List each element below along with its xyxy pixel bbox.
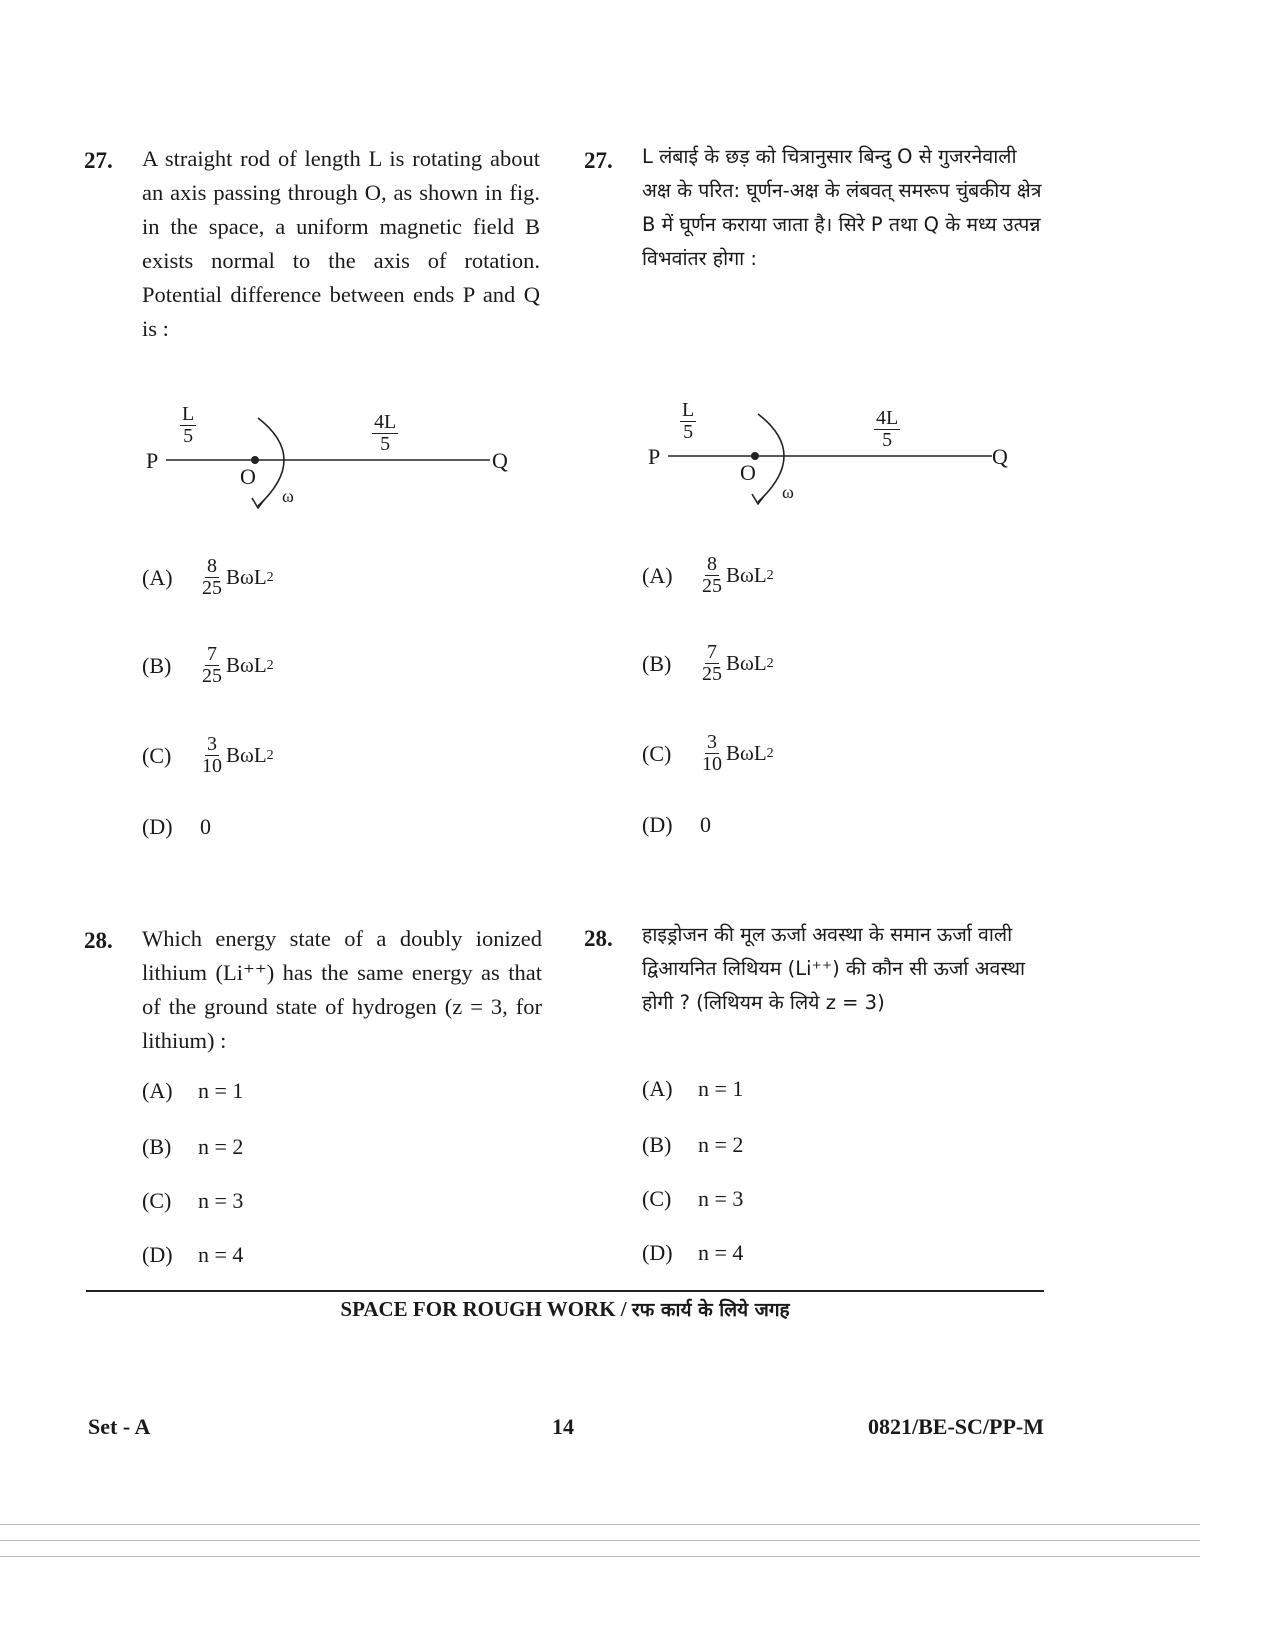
rotation-arrow-icon	[252, 498, 264, 508]
q28-option-c-en[interactable]: (C) n = 3	[142, 1188, 244, 1213]
rough-work-heading: SPACE FOR ROUGH WORK / रफ कार्य के लिये जगह	[340, 1297, 790, 1321]
rotation-arrow-icon	[752, 494, 764, 504]
fig-omega: ω	[282, 486, 294, 506]
fig-omega: ω	[782, 482, 794, 502]
fig-right-length: $\frac{4L}{5}$	[876, 407, 899, 451]
q28-option-a-en[interactable]: (A) n = 1	[142, 1078, 244, 1103]
q27-text-hi: L लंबाई के छड़ को चित्रानुसार बिन्दु O से गुजरनेवाली अक्ष के परित: घूर्णन-अक्ष के लंबवत् समरूप चुंबकीय क्षेत्र B में घूर्णन कराया जाता है। सिरे P तथा Q के मध्य उत्पन्न विभवांतर होगा :	[642, 145, 1042, 270]
q27-option-b-en[interactable]: (B) $\frac{7}{25}$ BωL 2	[142, 643, 274, 687]
q28-option-d-hi[interactable]: (D) n = 4	[642, 1240, 744, 1265]
q28-option-c-hi[interactable]: (C) n = 3	[642, 1186, 744, 1211]
footer-set: Set - A	[88, 1414, 151, 1439]
q27-option-b-hi[interactable]: (B) $\frac{7}{25}$ BωL 2	[642, 641, 774, 685]
q28-option-b-en[interactable]: (B) n = 2	[142, 1134, 244, 1159]
fig-end-q: Q	[992, 444, 1008, 469]
footer-page-number: 14	[552, 1414, 574, 1439]
fig-left-length: $\frac{L}{5}$	[182, 403, 195, 447]
q27-option-a-en[interactable]: (A) $\frac{8}{25}$ BωL 2	[142, 555, 274, 599]
q28-option-d-en[interactable]: (D) n = 4	[142, 1242, 244, 1267]
scan-line	[0, 1540, 1200, 1541]
q27-option-d-hi[interactable]: (D) 0	[642, 812, 711, 837]
fig-end-p: P	[146, 448, 159, 473]
rough-work-divider	[86, 1290, 1044, 1292]
fig-end-p: P	[648, 444, 661, 469]
scan-line	[0, 1556, 1200, 1557]
q27-option-c-en[interactable]: (C) $\frac{3}{10}$ BωL 2	[142, 733, 274, 777]
scan-line	[0, 1524, 1200, 1525]
q28-number-hi: 28.	[584, 926, 613, 951]
rotating-rod-diagram	[642, 396, 1042, 526]
footer-paper-code: 0821/BE-SC/PP-M	[868, 1414, 1044, 1439]
pivot-point	[751, 452, 759, 460]
rotation-arc	[758, 414, 784, 502]
pivot-point	[251, 456, 259, 464]
fig-right-length: $\frac{4L}{5}$	[374, 411, 397, 455]
q27-option-c-hi[interactable]: (C) $\frac{3}{10}$ BωL 2	[642, 731, 774, 775]
fig-end-q: Q	[492, 448, 508, 473]
q28-number-en: 28.	[84, 928, 113, 953]
q28-text-en: Which energy state of a doubly ionized lithium (Li⁺⁺) has the same energy as that of the ground state of hydrogen (z = 3, for lithium) :	[142, 926, 542, 1053]
fig-pivot-o: O	[740, 460, 756, 485]
q27-figure-hi	[642, 396, 1042, 526]
q27-option-d-en[interactable]: (D) 0	[142, 814, 211, 839]
q28-option-a-hi[interactable]: (A) n = 1	[642, 1076, 744, 1101]
q27-number-hi: 27.	[584, 148, 613, 173]
q27-number-en: 27.	[84, 148, 113, 173]
fig-left-length: $\frac{L}{5}$	[682, 399, 695, 443]
fig-pivot-o: O	[240, 464, 256, 489]
q27-option-a-hi[interactable]: (A) $\frac{8}{25}$ BωL 2	[642, 553, 774, 597]
q28-option-b-hi[interactable]: (B) n = 2	[642, 1132, 744, 1157]
q27-text-en: A straight rod of length L is rotating about an axis passing through O, as shown in fig. in the space, a uniform magnetic field B exists normal to the axis of rotation. Potential difference between ends P and Q is :	[142, 146, 540, 341]
rotating-rod-diagram	[140, 398, 540, 528]
q28-text-hi: हाइड्रोजन की मूल ऊर्जा अवस्था के समान ऊर्जा वाली द्विआयनित लिथियम (Li⁺⁺) की कौन सी ऊर्जा अवस्था होगी ? (लिथियम के लिये z = 3)	[642, 923, 1026, 1014]
rotation-arc	[258, 418, 284, 506]
q27-figure-en	[140, 398, 540, 528]
